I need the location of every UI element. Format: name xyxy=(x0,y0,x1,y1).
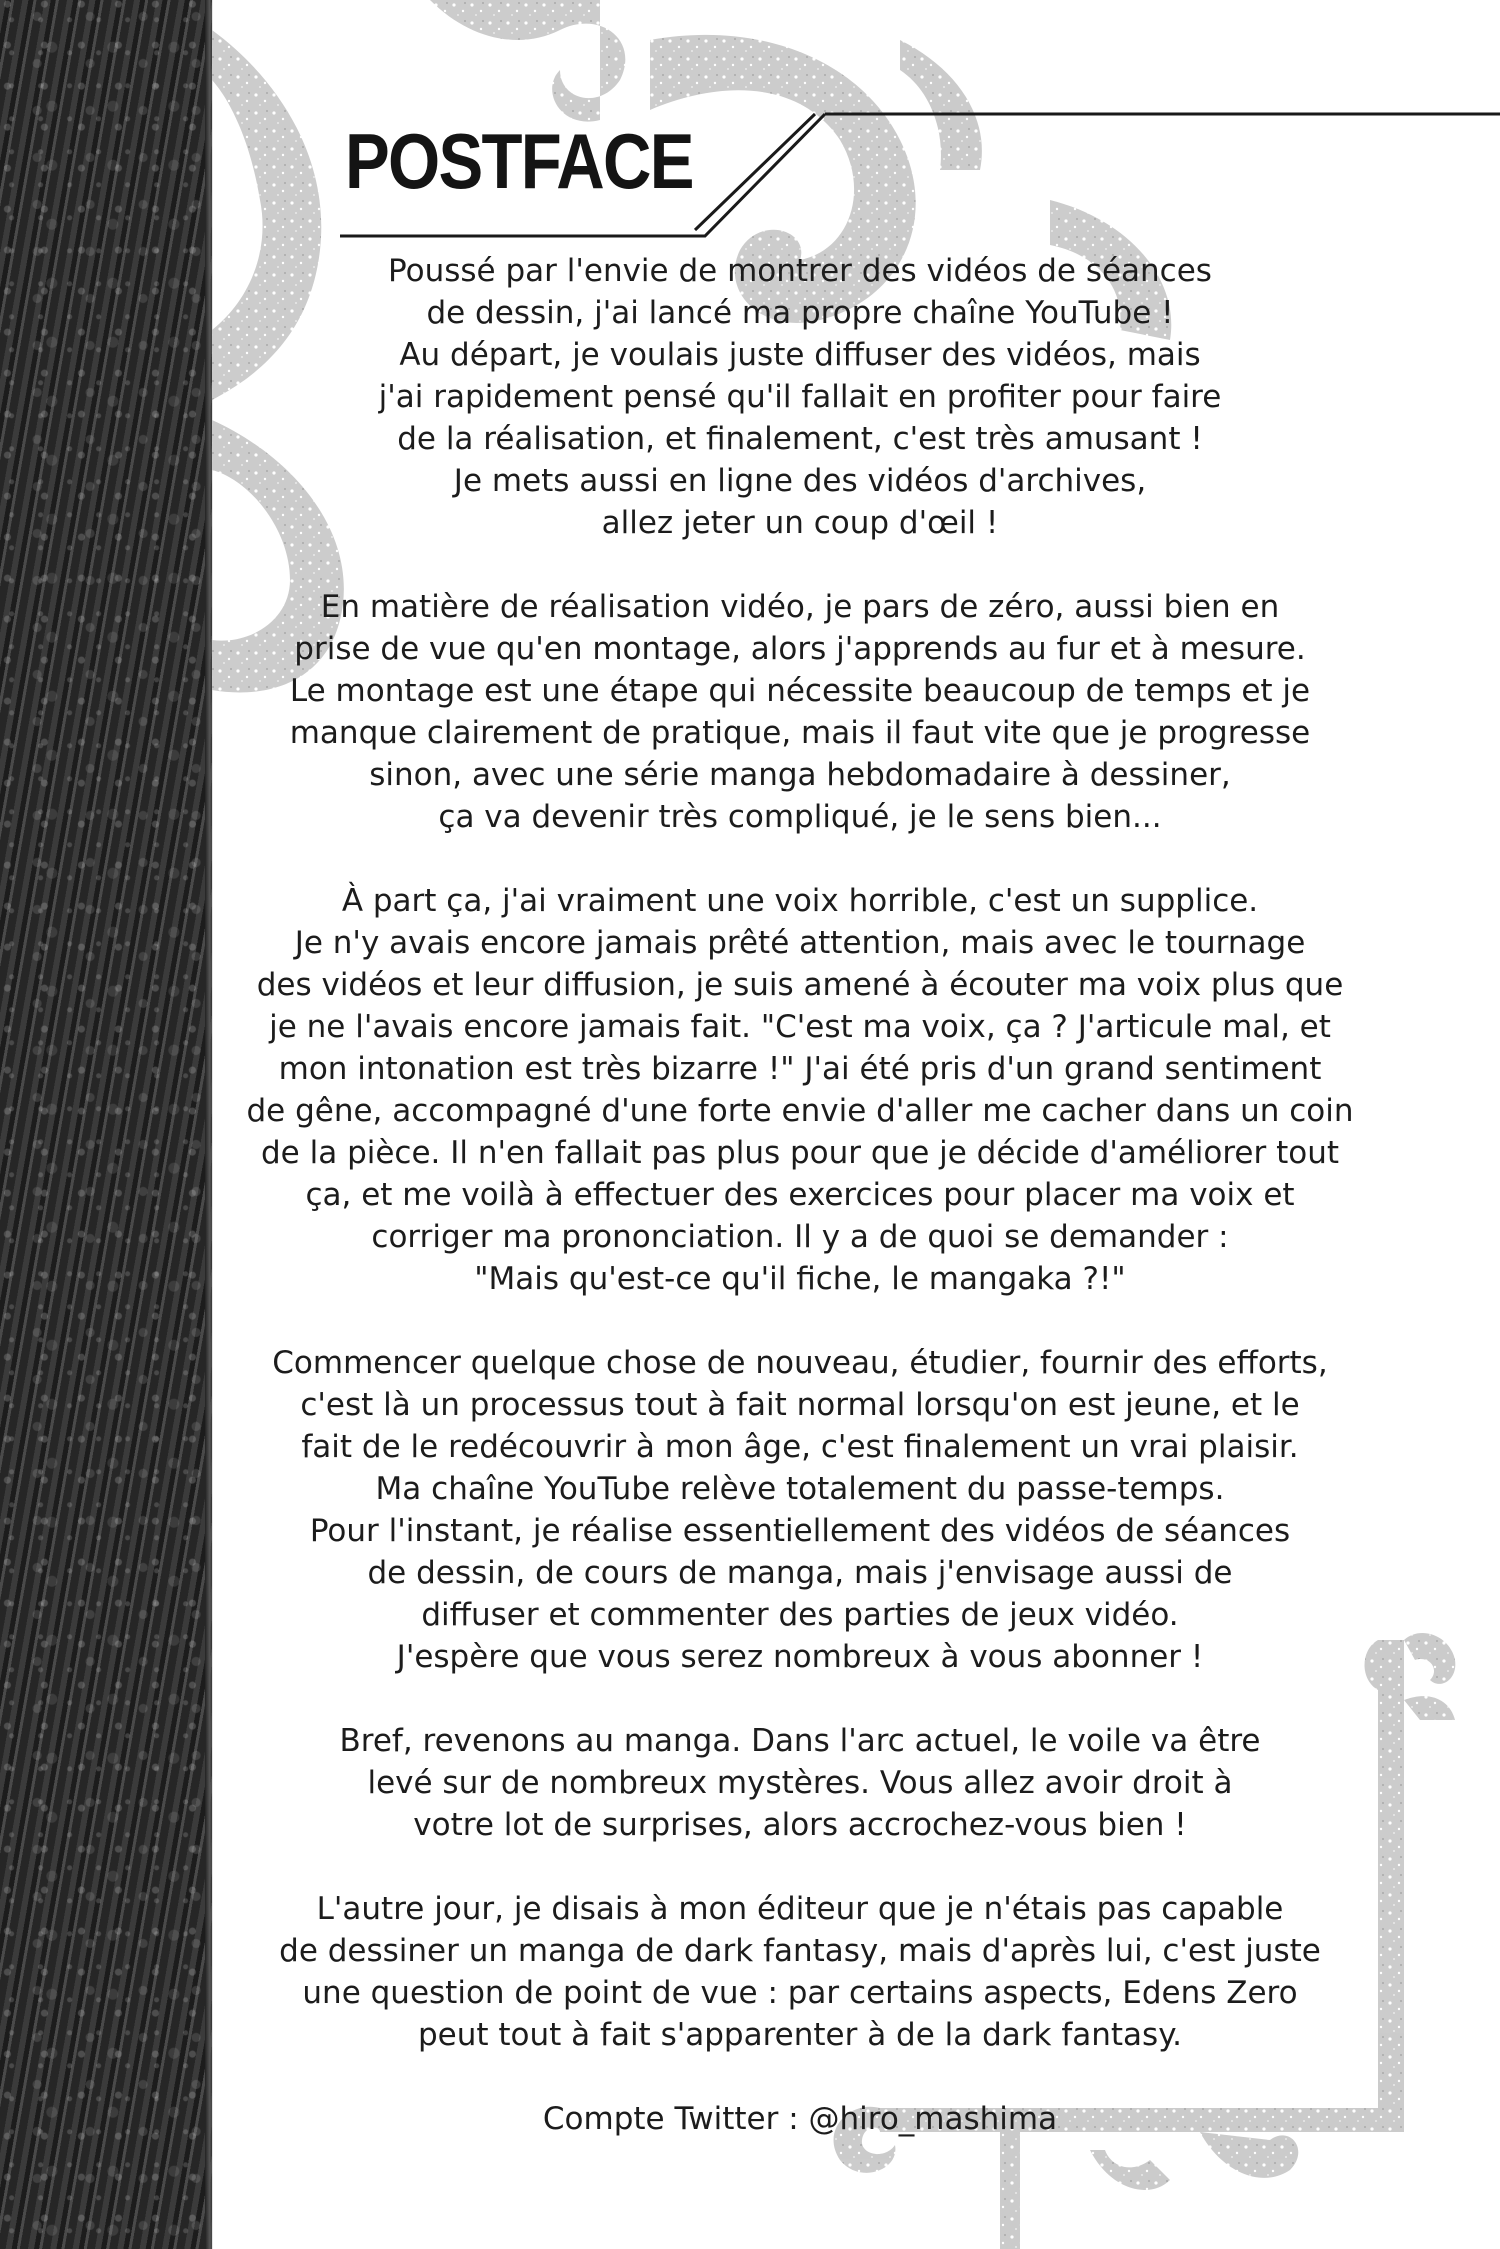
text-line: ça va devenir très compliqué, je le sens bien... xyxy=(438,799,1162,835)
page-title: POSTFACE xyxy=(345,117,693,205)
text-line: de la réalisation, et finalement, c'est très amusant ! xyxy=(397,421,1203,457)
text-line: En matière de réalisation vidéo, je pars de zéro, aussi bien en xyxy=(320,589,1280,625)
text-line: "Mais qu'est-ce qu'il fiche, le mangaka ?!" xyxy=(474,1261,1126,1297)
text-line: L'autre jour, je disais à mon éditeur que je n'étais pas capable xyxy=(316,1891,1284,1927)
text-line: J'espère que vous serez nombreux à vous abonner ! xyxy=(396,1639,1204,1675)
text-line: prise de vue qu'en montage, alors j'apprends au fur et à mesure. xyxy=(294,631,1306,667)
text-line: Je n'y avais encore jamais prêté attention, mais avec le tournage xyxy=(294,925,1306,961)
paragraph-4 xyxy=(230,1342,1370,1678)
paragraph-1 xyxy=(230,250,1370,544)
text-line: de dessin, de cours de manga, mais j'envisage aussi de xyxy=(367,1555,1233,1591)
text-line: Je mets aussi en ligne des vidéos d'archives, xyxy=(453,463,1147,499)
text-line: mon intonation est très bizarre !" J'ai été pris d'un grand sentiment xyxy=(278,1051,1322,1087)
paragraph-3 xyxy=(230,880,1370,1300)
text-line: je ne l'avais encore jamais fait. "C'est ma voix, ça ? J'articule mal, et xyxy=(269,1009,1331,1045)
text-line: peut tout à fait s'apparenter à de la dark fantasy. xyxy=(418,2017,1182,2053)
text-line: corriger ma prononciation. Il y a de quoi se demander : xyxy=(371,1219,1229,1255)
paragraph-5 xyxy=(230,1720,1370,1846)
text-line: de dessin, j'ai lancé ma propre chaîne YouTube ! xyxy=(426,295,1174,331)
text-line: Au départ, je voulais juste diffuser des vidéos, mais xyxy=(399,337,1201,373)
text-line: fait de le redécouvrir à mon âge, c'est finalement un vrai plaisir. xyxy=(301,1429,1299,1465)
text-line: À part ça, j'ai vraiment une voix horrible, c'est un supplice. xyxy=(341,883,1259,919)
text-line: de la pièce. Il n'en fallait pas plus pour que je décide d'améliorer tout xyxy=(261,1135,1339,1171)
paragraph-6 xyxy=(230,1888,1370,2056)
text-line: de gêne, accompagné d'une forte envie d'aller me cacher dans un coin xyxy=(246,1093,1354,1129)
text-line: manque clairement de pratique, mais il faut vite que je progresse xyxy=(289,715,1311,751)
text-line: Bref, revenons au manga. Dans l'arc actuel, le voile va être xyxy=(339,1723,1261,1759)
text-line: levé sur de nombreux mystères. Vous allez avoir droit à xyxy=(367,1765,1233,1801)
text-line: Poussé par l'envie de montrer des vidéos de séances xyxy=(388,253,1212,289)
text-line: Commencer quelque chose de nouveau, étudier, fournir des efforts, xyxy=(272,1345,1328,1381)
text-line: Compte Twitter : @hiro_mashima xyxy=(542,2101,1058,2137)
postface-text xyxy=(230,250,1370,2140)
text-line: ça, et me voilà à effectuer des exercices pour placer ma voix et xyxy=(305,1177,1295,1213)
text-line: Le montage est une étape qui nécessite beaucoup de temps et je xyxy=(289,673,1311,709)
text-line: une question de point de vue : par certains aspects, Edens Zero xyxy=(302,1975,1298,2011)
paragraph-2 xyxy=(230,586,1370,838)
text-line: c'est là un processus tout à fait normal lorsqu'on est jeune, et le xyxy=(300,1387,1300,1423)
twitter-account xyxy=(230,2098,1370,2140)
text-line: de dessiner un manga de dark fantasy, mais d'après lui, c'est juste xyxy=(279,1933,1321,1969)
text-line: diffuser et commenter des parties de jeux vidéo. xyxy=(421,1597,1179,1633)
text-line: allez jeter un coup d'œil ! xyxy=(601,505,999,541)
text-line: votre lot de surprises, alors accrochez-vous bien ! xyxy=(413,1807,1187,1843)
text-line: sinon, avec une série manga hebdomadaire à dessiner, xyxy=(369,757,1231,793)
text-line: j'ai rapidement pensé qu'il fallait en profiter pour faire xyxy=(378,379,1222,415)
text-line: Ma chaîne YouTube relève totalement du passe-temps. xyxy=(375,1471,1225,1507)
text-line: Pour l'instant, je réalise essentiellement des vidéos de séances xyxy=(309,1513,1291,1549)
text-line: des vidéos et leur diffusion, je suis amené à écouter ma voix plus que xyxy=(256,967,1344,1003)
